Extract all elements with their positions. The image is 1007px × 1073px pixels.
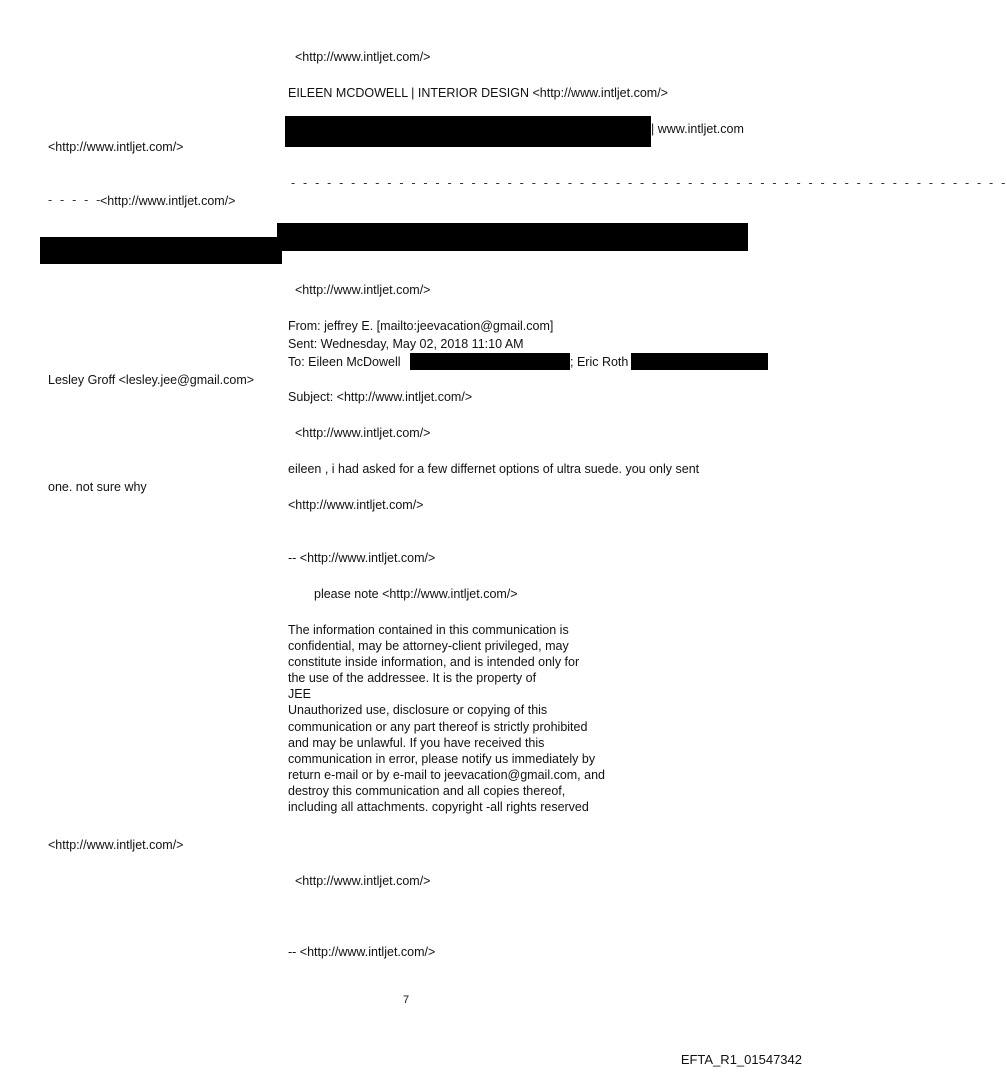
email-to-cc: ; Eric Roth [570, 355, 629, 369]
sender-line: Lesley Groff <lesley.jee@gmail.com> [48, 373, 255, 387]
link-4[interactable]: <http://www.intljet.com/> [288, 498, 424, 512]
redaction-bar [410, 353, 570, 370]
dash-separator-right: - - - - - - - - - - - - - - - - - - - - - - - - - - - - - - - - - - - - - - - - - - - - - - - - - - - - - - - - - - - - [291, 176, 1007, 190]
document-id: EFTA_R1_01547342 [680, 1052, 802, 1067]
left-link-2[interactable]: <http://www.intljet.com/> [100, 194, 236, 208]
email-sent: Sent: Wednesday, May 02, 2018 11:10 AM [288, 337, 524, 351]
left-link-3[interactable]: <http://www.intljet.com/> [48, 838, 184, 852]
link-3[interactable]: <http://www.intljet.com/> [295, 426, 431, 440]
website-text[interactable]: | www.intljet.com [651, 122, 744, 136]
signature-separator: -- <http://www.intljet.com/> [288, 551, 436, 565]
company-line: EILEEN MCDOWELL | INTERIOR DESIGN <http://www.intljet.com/> [288, 86, 668, 100]
signature-separator-2: -- <http://www.intljet.com/> [288, 945, 436, 959]
link-2[interactable]: <http://www.intljet.com/> [295, 283, 431, 297]
page-number: 7 [403, 994, 410, 1006]
email-body: eileen , i had asked for a few differnet options of ultra suede. you only sent [288, 462, 700, 476]
dash-separator-left: - - - - - [48, 193, 103, 207]
body-continuation: one. not sure why [48, 480, 147, 494]
redaction-bar [631, 353, 768, 370]
disclaimer-text: The information contained in this communication is confidential, may be attorney-client privileged, may constitute inside information, and is intended only for the use of the addressee. It is the property of JEE Unauthorized use, disclosure or copying of this communication or any part thereof is strictly prohibited and may be unlawful. If you have received this communication in error, please notify us immediately by return e-mail or by e-mail to jeevacation@gmail.com, and destroy this communication and all copies thereof, including all attachments. copyright -all rights reserved [288, 623, 605, 815]
link-5[interactable]: <http://www.intljet.com/> [295, 874, 431, 888]
email-to-label: To: Eileen McDowell [288, 355, 401, 369]
please-note: please note <http://www.intljet.com/> [314, 587, 518, 601]
email-subject: Subject: <http://www.intljet.com/> [288, 390, 473, 404]
redaction-bar [285, 116, 651, 147]
email-from: From: jeffrey E. [mailto:jeevacation@gmail.com] [288, 319, 554, 333]
redaction-bar [277, 223, 748, 251]
left-link-1[interactable]: <http://www.intljet.com/> [48, 140, 184, 154]
link-1[interactable]: <http://www.intljet.com/> [295, 50, 431, 64]
redaction-bar [40, 237, 282, 264]
